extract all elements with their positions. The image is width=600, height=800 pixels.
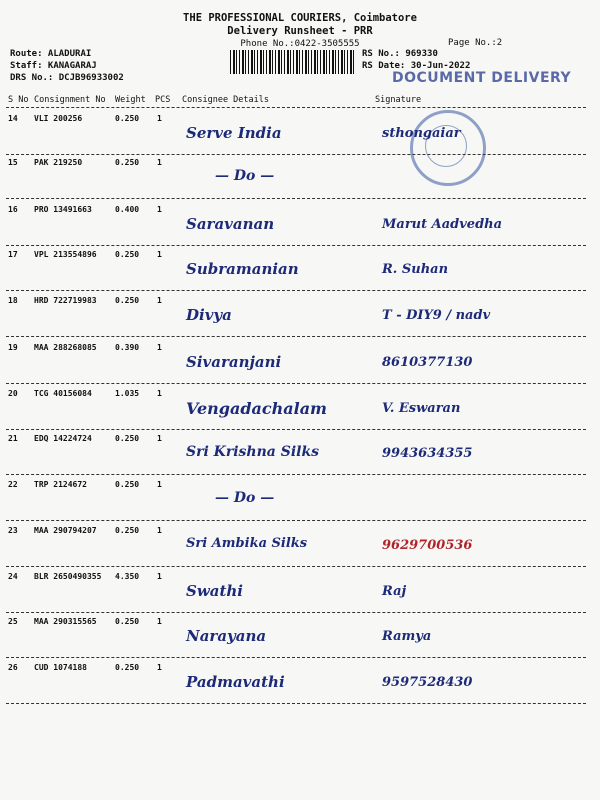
consignment-number: HRD 722719983 <box>34 296 97 305</box>
serial-number: 16 <box>8 205 18 214</box>
col-pcs: PCS <box>155 95 171 105</box>
consignee-handwritten: Serve India <box>186 124 282 142</box>
recipient-signature: V. Eswaran <box>382 401 461 416</box>
route-info <box>10 48 124 84</box>
barcode <box>230 50 355 74</box>
consignee-handwritten: Narayana <box>186 627 267 645</box>
weight: 0.250 <box>115 434 140 443</box>
weight: 1.035 <box>115 389 140 398</box>
row-divider <box>6 520 586 521</box>
serial-number: 21 <box>8 434 18 443</box>
pcs: 1 <box>157 250 162 259</box>
consignment-number: EDQ 14224724 <box>34 434 92 443</box>
recipient-signature: 9597528430 <box>382 675 473 690</box>
pcs: 1 <box>157 389 162 398</box>
serial-number: 14 <box>8 114 18 123</box>
weight: 4.350 <box>115 572 140 581</box>
consignment-number: TCG 40156084 <box>34 389 92 398</box>
consignee-handwritten: Divya <box>186 306 232 324</box>
consignment-number: MAA 288268085 <box>34 343 97 352</box>
weight: 0.250 <box>115 617 140 626</box>
col-consignee: Consignee Details <box>182 95 269 105</box>
staff: Staff: KANAGARAJ <box>10 61 97 71</box>
col-consignment: Consignment No <box>34 95 106 105</box>
col-sno: S No <box>8 95 29 105</box>
serial-number: 17 <box>8 250 18 259</box>
serial-number: 25 <box>8 617 18 626</box>
row-divider <box>6 290 586 291</box>
recipient-signature: R. Suhan <box>382 262 449 277</box>
consignment-number: VLI 200256 <box>34 114 83 123</box>
serial-number: 18 <box>8 296 18 305</box>
pcs: 1 <box>157 663 162 672</box>
consignee-handwritten: Sri Krishna Silks <box>186 444 320 460</box>
consignment-number: VPL 213554896 <box>34 250 97 259</box>
document-header <box>0 12 600 51</box>
pcs: 1 <box>157 205 162 214</box>
pcs: 1 <box>157 114 162 123</box>
recipient-signature: T - DIY9 / nadv <box>382 308 491 323</box>
row-divider <box>6 336 586 337</box>
recipient-signature: Ramya <box>382 629 432 644</box>
serial-number: 24 <box>8 572 18 581</box>
pcs: 1 <box>157 572 162 581</box>
company-name: THE PROFESSIONAL COURIERS, Coimbatore <box>183 12 417 24</box>
recipient-signature: 9629700536 <box>382 538 473 553</box>
row-divider <box>6 612 586 613</box>
recipient-signature: sthongaiar <box>382 126 461 141</box>
consignee-handwritten: Swathi <box>186 582 243 600</box>
recipient-signature: 8610377130 <box>382 355 473 370</box>
weight: 0.250 <box>115 158 140 167</box>
consignee-handwritten: Subramanian <box>186 260 299 278</box>
pcs: 1 <box>157 617 162 626</box>
serial-number: 23 <box>8 526 18 535</box>
header-rule <box>6 107 586 108</box>
row-divider <box>6 474 586 475</box>
consignee-handwritten: Saravanan <box>186 215 275 233</box>
drs-number: DRS No.: DCJB96933002 <box>10 73 124 83</box>
row-divider <box>6 657 586 658</box>
rs-number: RS No.: 969330 <box>362 49 438 59</box>
weight: 0.250 <box>115 250 140 259</box>
runsheet-title: Delivery Runsheet - PRR <box>227 25 373 37</box>
weight: 0.390 <box>115 343 140 352</box>
pcs: 1 <box>157 158 162 167</box>
weight: 0.250 <box>115 526 140 535</box>
consignment-number: CUD 1074188 <box>34 663 87 672</box>
consignment-number: MAA 290315565 <box>34 617 97 626</box>
consignment-number: PAK 219250 <box>34 158 83 167</box>
row-divider <box>6 245 586 246</box>
rs-date: RS Date: 30-Jun-2022 <box>362 61 471 71</box>
weight: 0.250 <box>115 114 140 123</box>
document-delivery-stamp: DOCUMENT DELIVERY <box>392 70 572 86</box>
serial-number: 26 <box>8 663 18 672</box>
serial-number: 15 <box>8 158 18 167</box>
route: Route: ALADURAI <box>10 49 92 59</box>
recipient-signature: 9943634355 <box>382 446 473 461</box>
consignee-handwritten: Sivaranjani <box>186 353 282 371</box>
weight: 0.250 <box>115 296 140 305</box>
weight: 0.250 <box>115 480 140 489</box>
consignee-handwritten: — Do — <box>215 168 275 184</box>
consignee-handwritten: Padmavathi <box>186 673 285 691</box>
pcs: 1 <box>157 296 162 305</box>
weight: 0.400 <box>115 205 140 214</box>
consignment-number: TRP 2124672 <box>34 480 87 489</box>
col-weight: Weight <box>115 95 146 105</box>
seal-stamp <box>410 110 486 186</box>
recipient-signature: Marut Aadvedha <box>382 217 503 232</box>
pcs: 1 <box>157 343 162 352</box>
row-divider <box>6 383 586 384</box>
consignment-number: BLR 2650490355 <box>34 572 102 581</box>
consignee-handwritten: Sri Ambika Silks <box>186 536 308 551</box>
row-divider <box>6 703 586 704</box>
serial-number: 19 <box>8 343 18 352</box>
recipient-signature: Raj <box>382 584 407 599</box>
serial-number: 20 <box>8 389 18 398</box>
row-divider <box>6 429 586 430</box>
col-signature: Signature <box>375 95 422 105</box>
phone-number: Phone No.:0422-3505555 <box>240 39 360 49</box>
consignee-handwritten: — Do — <box>215 490 275 506</box>
consignee-handwritten: Vengadachalam <box>186 399 327 418</box>
consignment-number: PRO 13491663 <box>34 205 92 214</box>
consignment-number: MAA 290794207 <box>34 526 97 535</box>
pcs: 1 <box>157 434 162 443</box>
row-divider <box>6 566 586 567</box>
pcs: 1 <box>157 526 162 535</box>
page-number: Page No.:2 <box>448 38 503 48</box>
rs-info <box>362 48 470 72</box>
row-divider <box>6 198 586 199</box>
weight: 0.250 <box>115 663 140 672</box>
serial-number: 22 <box>8 480 18 489</box>
row-divider <box>6 154 586 155</box>
pcs: 1 <box>157 480 162 489</box>
